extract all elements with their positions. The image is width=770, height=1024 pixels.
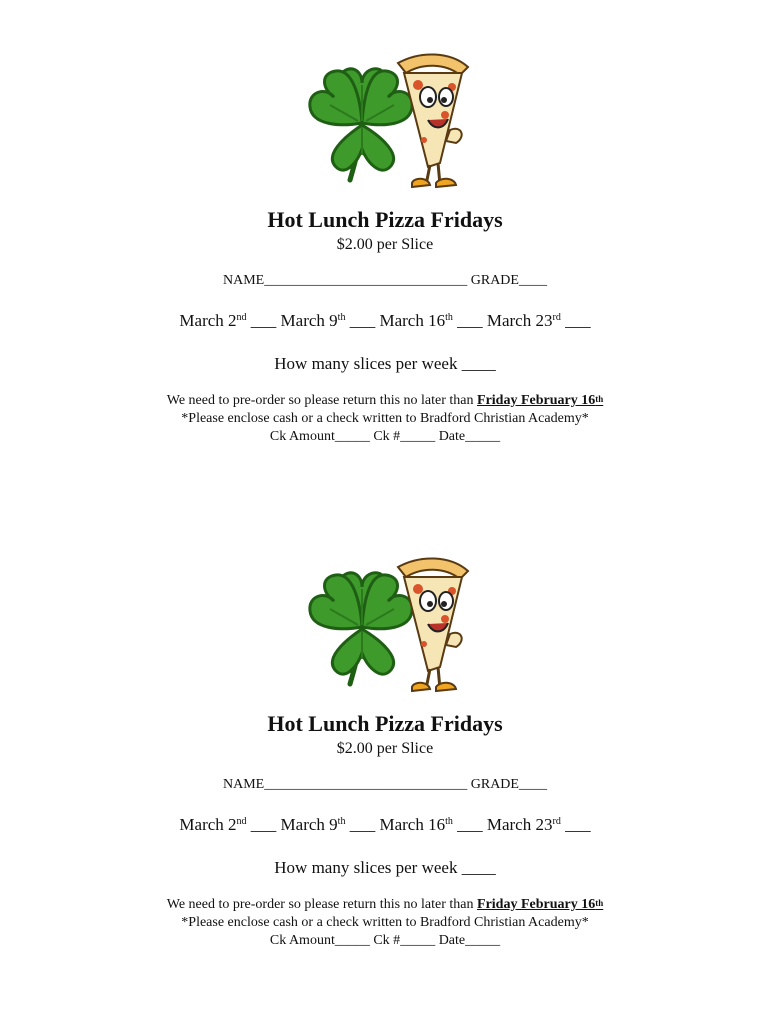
lunch-order-form-2: [0, 504, 770, 1008]
form-title: Hot Lunch Pizza Fridays: [267, 207, 503, 232]
date-option-march-16: March 16th ___: [379, 815, 483, 834]
preorder-notice: We need to pre-order so please return this no later than Friday February 16th: [166, 393, 604, 408]
friday-dates-line: [0, 309, 770, 333]
shamrock-icon: [310, 69, 412, 180]
name-grade-line: [0, 271, 770, 291]
form-title: Hot Lunch Pizza Fridays: [267, 711, 503, 736]
lunch-order-form-1: [0, 0, 770, 504]
name-label: NAME: [223, 273, 265, 288]
date-option-march-23: March 23rd ___: [486, 815, 591, 834]
pizza-slice-mascot-icon: [398, 54, 468, 187]
check-info-line: Ck Amount_____ Ck #_____ Date_____: [269, 429, 501, 444]
check-info-line: Ck Amount_____ Ck #_____ Date_____: [269, 933, 501, 948]
slices-per-week-line: [0, 352, 770, 376]
name-label: NAME: [223, 777, 265, 792]
payment-instructions: *Please enclose cash or a check written to Bradford Christian Academy*: [181, 915, 589, 930]
shamrock-icon: [310, 573, 412, 684]
slices-blank: ____: [461, 354, 496, 373]
date-option-march-2: March 2nd ___: [179, 815, 277, 834]
date-option-march-9: March 9th ___: [280, 815, 376, 834]
name-blank: _____________________________: [264, 777, 468, 792]
shamrock-pizza-illustration: [300, 45, 470, 190]
slices-label: How many slices per week: [274, 354, 458, 373]
slices-blank: ____: [461, 858, 496, 877]
date-option-march-9: March 9th ___: [280, 311, 376, 330]
grade-label: GRADE: [470, 777, 519, 792]
deadline-date: Friday February 16th: [477, 897, 604, 912]
price-per-slice: $2.00 per Slice: [336, 236, 434, 253]
price-per-slice: $2.00 per Slice: [336, 740, 434, 757]
preorder-notice: We need to pre-order so please return this no later than Friday February 16th: [166, 897, 604, 912]
date-option-march-23: March 23rd ___: [486, 311, 591, 330]
deadline-date: Friday February 16th: [477, 393, 604, 408]
grade-blank: ____: [518, 273, 547, 288]
date-option-march-2: March 2nd ___: [179, 311, 277, 330]
name-grade-line: [0, 775, 770, 795]
slices-per-week-line: [0, 856, 770, 880]
shamrock-pizza-illustration: [300, 549, 470, 694]
date-option-march-16: March 16th ___: [379, 311, 483, 330]
grade-label: GRADE: [470, 273, 519, 288]
friday-dates-line: [0, 813, 770, 837]
name-blank: _____________________________: [264, 273, 468, 288]
payment-instructions: *Please enclose cash or a check written to Bradford Christian Academy*: [181, 411, 589, 426]
pizza-slice-mascot-icon: [398, 558, 468, 691]
grade-blank: ____: [518, 777, 547, 792]
slices-label: How many slices per week: [274, 858, 458, 877]
